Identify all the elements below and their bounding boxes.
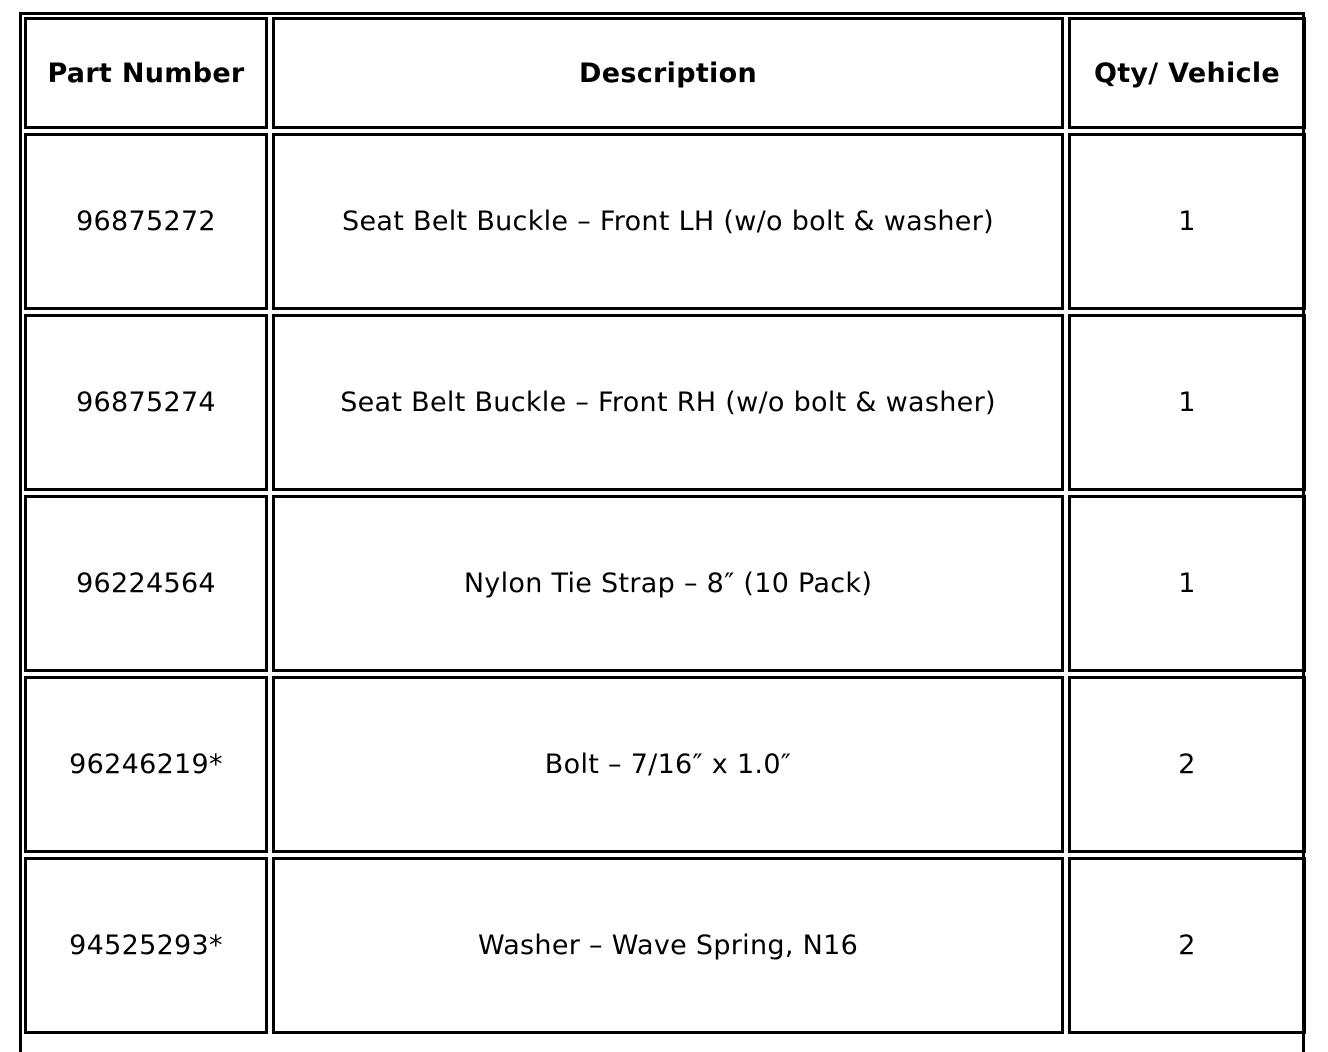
table-header-row: [24, 17, 1306, 129]
part-number-cell: 96246219*: [24, 676, 268, 853]
table-row: [24, 857, 1306, 1034]
qty-cell: 1: [1068, 495, 1306, 672]
qty-cell: 2: [1068, 857, 1306, 1034]
parts-table: [24, 13, 1306, 1038]
header-part-number: Part Number: [24, 17, 268, 129]
table-row: [24, 676, 1306, 853]
table-row: [24, 495, 1306, 672]
part-number-cell: 96224564: [24, 495, 268, 672]
description-cell: Bolt – 7/16″ x 1.0″: [272, 676, 1064, 853]
header-description: Description: [272, 17, 1064, 129]
description-cell: Washer – Wave Spring, N16: [272, 857, 1064, 1034]
qty-cell: 2: [1068, 676, 1306, 853]
header-qty-vehicle: Qty/ Vehicle: [1068, 17, 1306, 129]
description-cell: Seat Belt Buckle – Front LH (w/o bolt & washer): [272, 133, 1064, 310]
qty-cell: 1: [1068, 133, 1306, 310]
description-cell: Nylon Tie Strap – 8″ (10 Pack): [272, 495, 1064, 672]
table-row: [24, 133, 1306, 310]
part-number-cell: 96875274: [24, 314, 268, 491]
qty-cell: 1: [1068, 314, 1306, 491]
table-row: [24, 314, 1306, 491]
part-number-cell: 96875272: [24, 133, 268, 310]
description-cell: Seat Belt Buckle – Front RH (w/o bolt & washer): [272, 314, 1064, 491]
part-number-cell: 94525293*: [24, 857, 268, 1034]
